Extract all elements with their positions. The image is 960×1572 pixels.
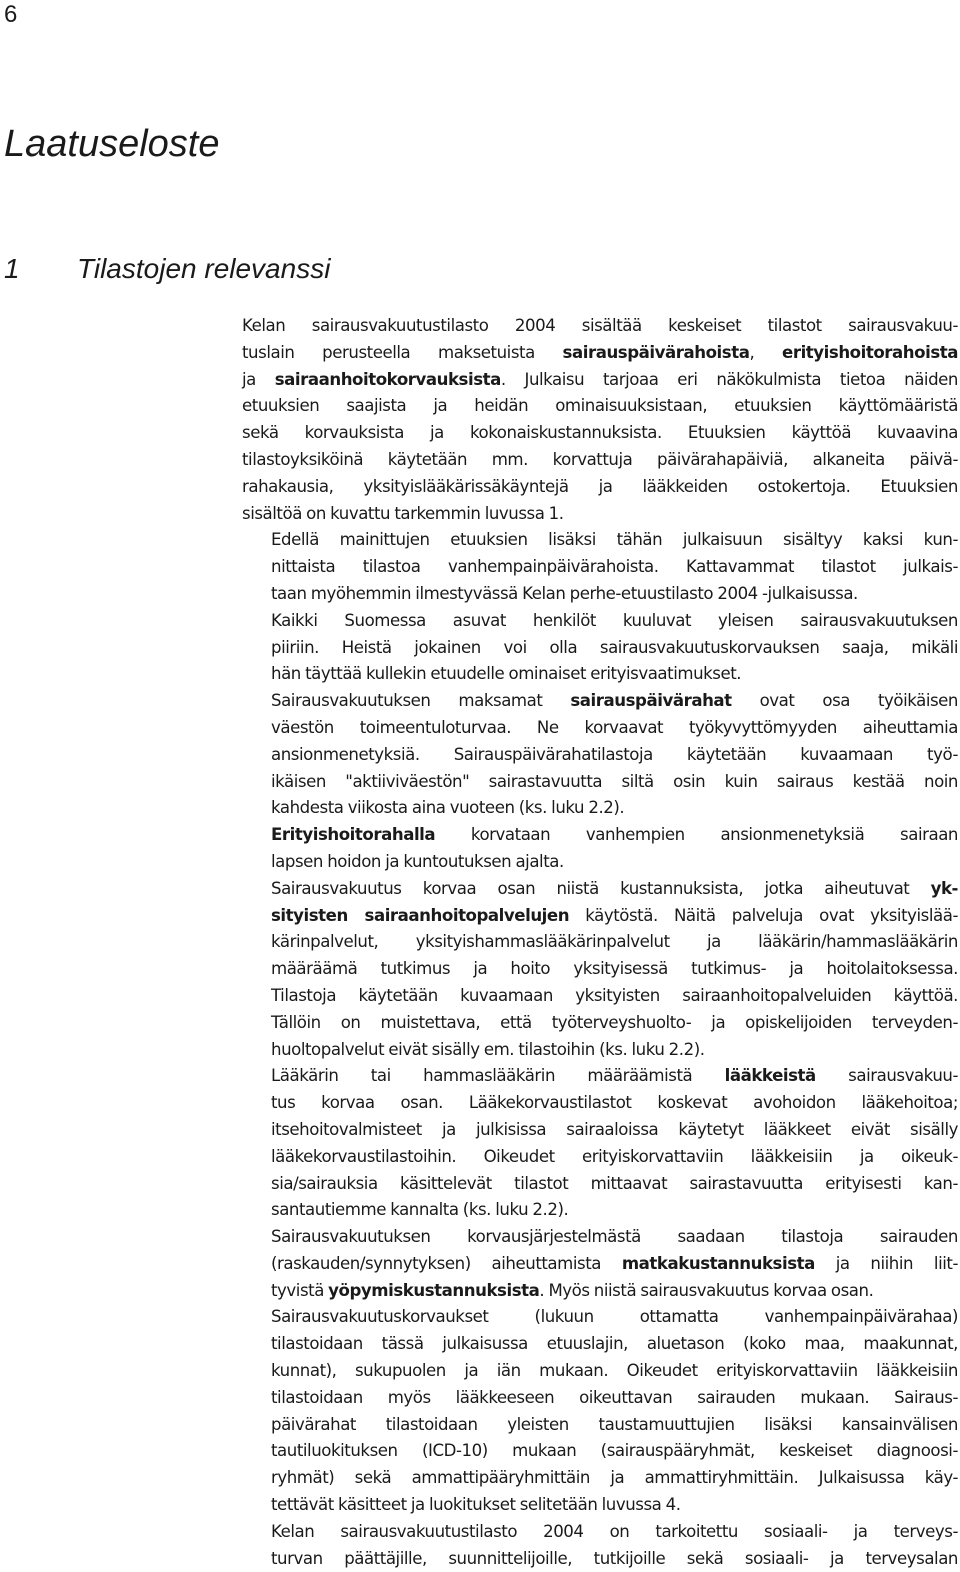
paragraph (242, 1063, 958, 1224)
text-line (242, 1224, 958, 1251)
text-line (242, 1090, 958, 1117)
text-run: Sairausvakuutuksen korvausjärjestelmästä saadaan tilastoja sairauden (271, 1227, 958, 1247)
text-run: hän täyttää kullekin etuudelle ominaiset erityisvaatimukset. (271, 664, 742, 684)
section-title: Tilastojen relevanssi (77, 253, 331, 284)
page-number: 6 (4, 1, 18, 28)
text-run: Sairausvakuutuksen maksamat (271, 691, 571, 711)
section-heading (4, 250, 330, 288)
text-line (242, 688, 958, 715)
text-line (242, 367, 958, 394)
text-line (242, 1412, 958, 1439)
text-run: tilastoidaan myös lääkkeeseen oikeuttavan sairauden mukaan. Sairaus- (271, 1387, 958, 1407)
text-line (242, 1251, 958, 1278)
text-run: huoltopalvelut eivät sisälly em. tilastoihin (ks. luku 2.2). (271, 1039, 705, 1059)
text-line (242, 956, 958, 983)
text-line (242, 849, 958, 876)
text-run: tilastoidaan tässä julkaisussa etuuslajin, aluetason (koko maa, maakunnat, (271, 1334, 958, 1354)
text-line (242, 1519, 958, 1546)
text-run: ja niihin liit- (814, 1253, 958, 1273)
text-line (242, 340, 958, 367)
text-line (242, 1171, 958, 1198)
text-line (242, 1546, 958, 1572)
text-line (242, 876, 958, 903)
text-run: etuuksien saajista ja heidän ominaisuuksistaan, etuuksien käyttömääristä (242, 396, 958, 416)
text-line (242, 661, 958, 688)
text-line (242, 501, 958, 528)
text-run: tettävät käsitteet ja luokitukset selitetään luvussa 4. (271, 1495, 681, 1515)
text-line (242, 635, 958, 662)
text-run: kahdesta viikosta aina vuoteen (ks. luku 2.2). (271, 798, 625, 818)
text-run: ansionmenetyksiä. Sairauspäivärahatilastoja käytetään kuvaamaan työ- (271, 744, 958, 764)
paragraph (242, 608, 958, 688)
paragraph (242, 1304, 958, 1518)
bold-term: sairauspäivärahat (570, 691, 732, 711)
paragraph (242, 1224, 958, 1304)
text-line (242, 1010, 958, 1037)
text-line (242, 1144, 958, 1171)
bold-term: yöpymiskustannuksista (328, 1280, 540, 1300)
text-run: kärinpalvelut, yksityishammaslääkärinpalvelut ja lääkärin/hammaslääkärin (271, 932, 958, 952)
text-line (242, 983, 958, 1010)
document-title: Laatuseloste (4, 123, 220, 165)
text-line (242, 1117, 958, 1144)
text-line (242, 742, 958, 769)
text-run: määräämä tutkimus ja hoito yksityisessä tutkimus- ja hoitolaitoksessa. (271, 959, 958, 979)
text-line (242, 929, 958, 956)
text-line (242, 420, 958, 447)
text-run: ovat osa työikäisen (731, 691, 959, 711)
text-line (242, 1331, 958, 1358)
text-run: kunnat), sukupuolen ja iän mukaan. Oikeudet erityiskorvattaviin lääkkeisiin (271, 1361, 958, 1381)
text-line (242, 554, 958, 581)
text-line (242, 1465, 958, 1492)
text-line (242, 822, 958, 849)
text-line (242, 1063, 958, 1090)
text-run: Edellä mainittujen etuuksien lisäksi tähän julkaisuun sisältyy kaksi kun- (271, 530, 958, 550)
bold-term: yk- (930, 878, 958, 898)
text-line (242, 447, 958, 474)
text-line (242, 1037, 958, 1064)
text-run: Sairausvakuutus korvaa osan niistä kustannuksista, jotka aiheutuvat (271, 878, 931, 898)
bold-term: lääkkeistä (724, 1066, 816, 1086)
text-line (242, 903, 958, 930)
text-run: ja (242, 369, 275, 389)
text-run: käytöstä. Näitä palveluja ovat yksityislää- (569, 905, 958, 925)
bold-term: Erityishoitorahalla (271, 825, 436, 845)
text-run: santautiemme kannalta (ks. luku 2.2). (271, 1200, 569, 1220)
paragraph (242, 688, 958, 822)
bold-term: sairauspäivärahoista (562, 342, 750, 362)
text-run: sairausvakuu- (815, 1066, 959, 1086)
text-run: taan myöhemmin ilmestyvässä Kelan perhe-etuustilasto 2004 -julkaisussa. (271, 583, 858, 603)
text-line (242, 1438, 958, 1465)
text-run: tus korvaa osan. Lääkekorvaustilastot koskevat avohoidon lääkehoitoa; (271, 1093, 958, 1113)
text-line (242, 581, 958, 608)
text-run: rahakausia, yksityislääkärissäkäyntejä ja lääkkeiden ostokertoja. Etuuksien (242, 476, 958, 496)
section-number: 1 (4, 253, 20, 284)
text-run: Tällöin on muistettava, että työterveyshuolto- ja opiskelijoiden terveyden- (271, 1012, 958, 1032)
text-line (242, 1492, 958, 1519)
text-run: tuslain perusteella maksetuista (242, 342, 563, 362)
text-run: , (749, 342, 783, 362)
text-run: itsehoitovalmisteet ja julkisissa sairaaloissa käytetyt lääkkeet eivät sisälly (271, 1119, 958, 1139)
text-line (242, 1278, 958, 1305)
text-run: ikäisen "aktiiviväestön" sairastavuutta siltä osin kuin sairaus kestää noin (271, 771, 958, 791)
text-run: turvan päättäjille, suunnittelijoille, tutkijoille sekä sosiaali- ja terveysalan (271, 1548, 958, 1568)
text-run: Kelan sairausvakuutustilasto 2004 on tarkoitettu sosiaali- ja terveys- (271, 1521, 958, 1541)
text-line (242, 1197, 958, 1224)
body-text (242, 313, 958, 1572)
text-run: sisältöä on kuvattu tarkemmin luvussa 1. (242, 503, 564, 523)
paragraph (242, 1519, 958, 1572)
text-run: sekä korvauksista ja kokonaiskustannuksista. Etuuksien käyttöä kuvaavina (242, 423, 958, 443)
text-line (242, 1358, 958, 1385)
text-run: . Julkaisu tarjoaa eri näkökulmista tietoa näiden (500, 369, 958, 389)
text-run: piiriin. Heistä jokainen voi olla sairausvakuutuskorvauksen saaja, mikäli (271, 637, 958, 657)
text-line (242, 608, 958, 635)
text-run: korvataan vanhempien ansionmenetyksiä sairaan (435, 825, 958, 845)
text-run: päivärahat tilastoidaan yleisten taustamuuttujien lisäksi kansainvälisen (271, 1414, 958, 1434)
bold-term: matkakustannuksista (621, 1253, 815, 1273)
text-line (242, 795, 958, 822)
paragraph (242, 313, 958, 527)
paragraph (242, 527, 958, 607)
bold-term: sityisten sairaanhoitopalvelujen (271, 905, 570, 925)
paragraph (242, 822, 958, 876)
text-run: lääkekorvaustilastoihin. Oikeudet erityiskorvattaviin lääkkeisiin ja oikeuk- (271, 1146, 958, 1166)
text-run: lapsen hoidon ja kuntoutuksen ajalta. (271, 851, 564, 871)
text-run: Tilastoja käytetään kuvaamaan yksityisten sairaanhoitopalveluiden käyttöä. (271, 985, 958, 1005)
text-run: sia/sairauksia käsittelevät tilastot mittaavat sairastavuutta erityisesti kan- (271, 1173, 958, 1193)
paragraph (242, 876, 958, 1064)
text-run: Sairausvakuutuskorvaukset (lukuun ottamatta vanhempainpäivärahaa) (271, 1307, 958, 1327)
text-line (242, 393, 958, 420)
text-run: väestön toimeentuloturvaa. Ne korvaavat työkyvyttömyyden aiheuttamia (271, 717, 958, 737)
text-run: tilastoyksiköinä käytetään mm. korvattuja päivärahapäiviä, alkaneita päivä- (242, 449, 958, 469)
text-run: Kelan sairausvakuutustilasto 2004 sisältää keskeiset tilastot sairausvakuu- (242, 316, 958, 335)
text-line (242, 527, 958, 554)
text-line (242, 474, 958, 501)
text-run: (raskauden/synnytyksen) aiheuttamista (271, 1253, 622, 1273)
text-run: tyvistä (271, 1280, 329, 1300)
text-run: ryhmät) sekä ammattipääryhmittäin ja ammattiryhmittäin. Julkaisussa käy- (271, 1468, 958, 1488)
text-run: Kaikki Suomessa asuvat henkilöt kuuluvat yleisen sairausvakuutuksen (271, 610, 958, 630)
text-line (242, 1385, 958, 1412)
text-run: nittaista tilastoa vanhempainpäivärahoista. Kattavammat tilastot julkais- (271, 557, 958, 577)
text-run: tautiluokituksen (ICD-10) mukaan (sairauspääryhmät, keskeiset diagnoosi- (271, 1441, 958, 1461)
text-line (242, 313, 958, 340)
text-run: . Myös niistä sairausvakuutus korvaa osan. (539, 1280, 874, 1300)
text-line (242, 715, 958, 742)
bold-term: erityishoitorahoista (782, 342, 958, 362)
text-line (242, 769, 958, 796)
text-line (242, 1304, 958, 1331)
text-run: Lääkärin tai hammaslääkärin määräämistä (271, 1066, 725, 1086)
bold-term: sairaanhoitokorvauksista (274, 369, 501, 389)
